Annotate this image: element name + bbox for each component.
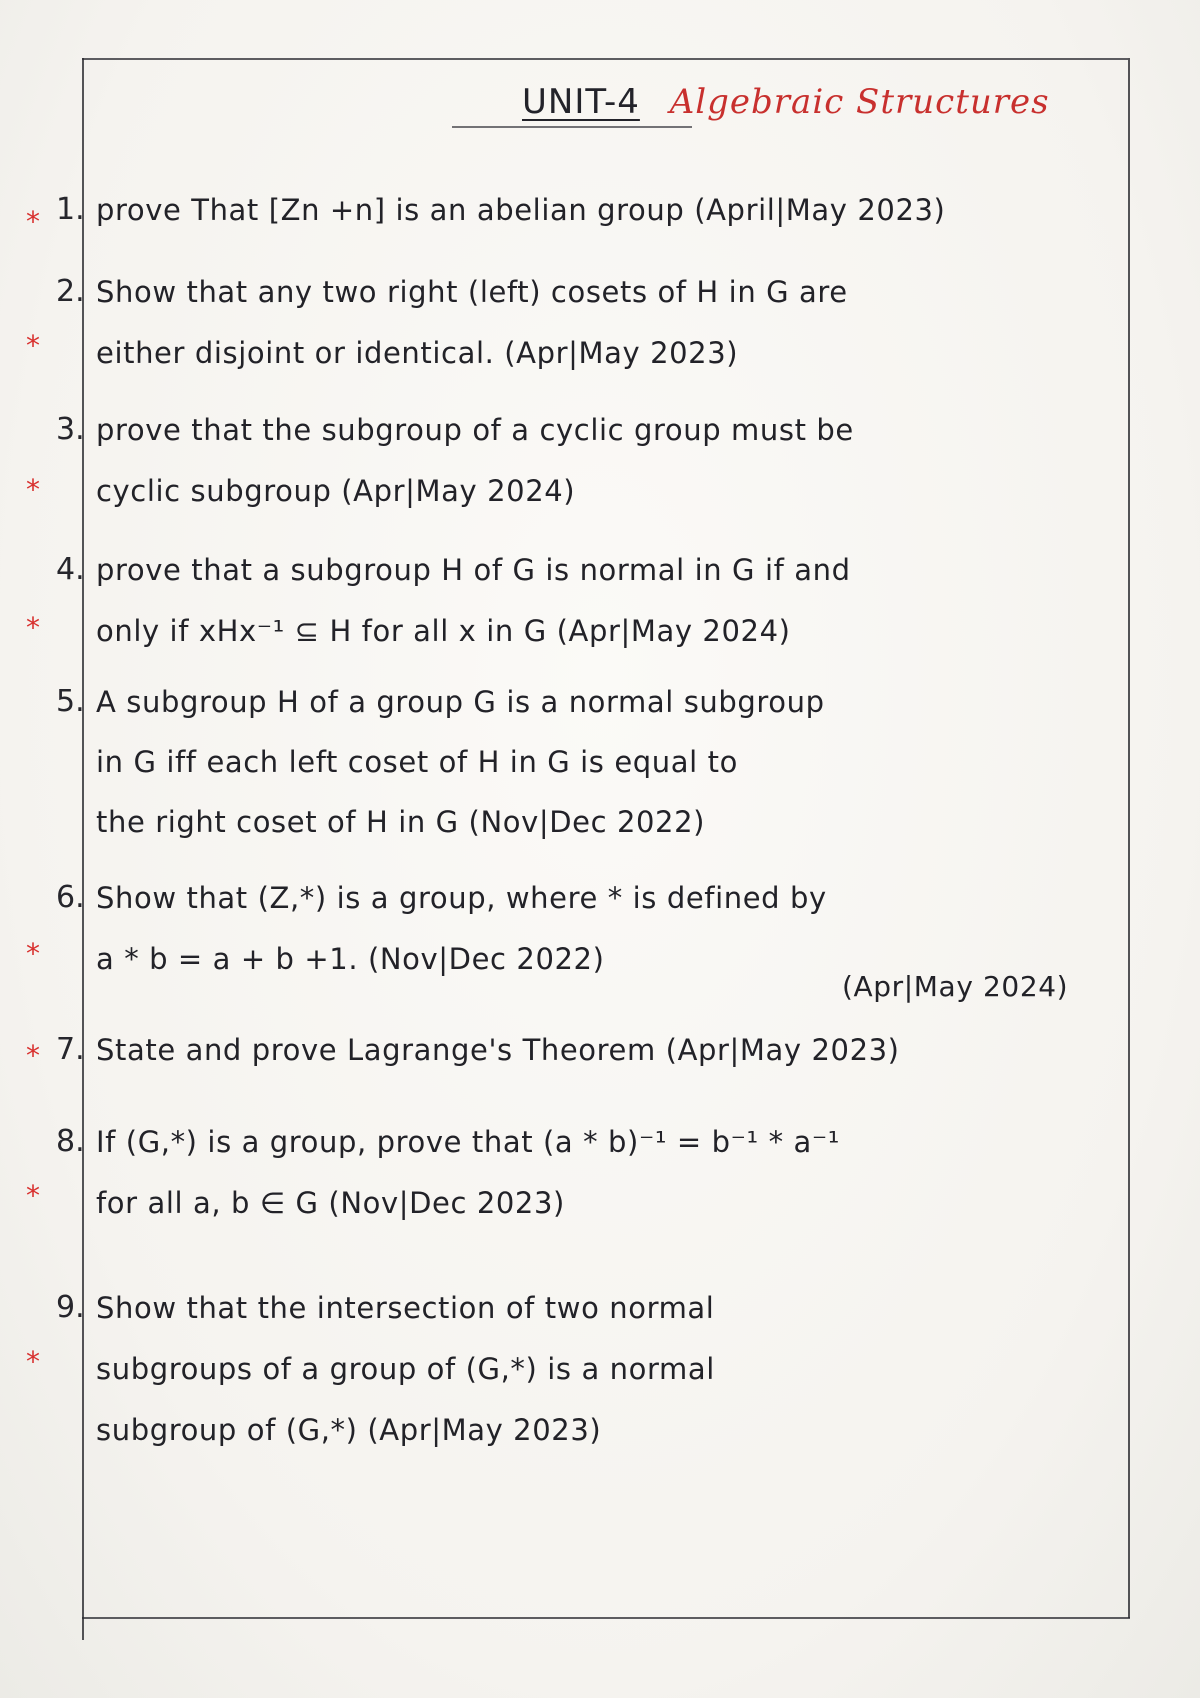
question-text: If (G,*) is a group, prove that (a * b)⁻¹ = b⁻¹ * a⁻¹ for all a, b ∈ G (Nov|Dec 2023) bbox=[96, 1125, 841, 1220]
importance-star: * bbox=[26, 473, 40, 506]
question-number: 4. bbox=[56, 552, 85, 587]
question-text: Show that any two right (left) cosets of H in G are either disjoint or identical. (Apr|May 2023) bbox=[96, 275, 848, 370]
importance-star: * bbox=[26, 611, 40, 644]
question-text: A subgroup H of a group G is a normal subgroup in G iff each left coset of H in G is equal to the right coset of H in G (Nov|Dec 2022) bbox=[96, 685, 825, 839]
page-border-right bbox=[1128, 58, 1130, 1618]
question-number: 7. bbox=[56, 1032, 85, 1067]
importance-star: * bbox=[26, 1039, 40, 1072]
question-text: prove that the subgroup of a cyclic group must be cyclic subgroup (Apr|May 2024) bbox=[96, 413, 854, 508]
page-border-bottom bbox=[82, 1617, 1130, 1619]
question-number: 8. bbox=[56, 1124, 85, 1159]
importance-star: * bbox=[26, 205, 40, 238]
importance-star: * bbox=[26, 937, 40, 970]
question-number: 5. bbox=[56, 684, 85, 719]
question-text: prove That [Zn +n] is an abelian group (April|May 2023) bbox=[96, 193, 946, 227]
importance-star: * bbox=[26, 1345, 40, 1378]
question-text: prove that a subgroup H of G is normal in G if and only if xHx⁻¹ ⊆ H for all x in G (Apr|May 2024) bbox=[96, 553, 851, 648]
unit-label: UNIT-4 bbox=[522, 82, 640, 122]
question-number: 3. bbox=[56, 412, 85, 447]
question-7-extra-date: (Apr|May 2024) bbox=[842, 970, 1069, 1003]
unit-topic: Algebraic Structures bbox=[669, 82, 1050, 122]
title-underline bbox=[452, 126, 692, 128]
importance-star: * bbox=[26, 329, 40, 362]
importance-star: * bbox=[26, 1179, 40, 1212]
question-number: 9. bbox=[56, 1290, 85, 1325]
page-border-top bbox=[82, 58, 1128, 60]
page-title bbox=[522, 82, 1050, 122]
question-number: 2. bbox=[56, 274, 85, 309]
question-text: State and prove Lagrange's Theorem (Apr|May 2023) bbox=[96, 1033, 900, 1067]
question-text: Show that the intersection of two normal subgroups of a group of (G,*) is a normal subgroup of (G,*) (Apr|May 2023) bbox=[96, 1291, 715, 1447]
question-number: 1. bbox=[56, 192, 85, 227]
question-text: Show that (Z,*) is a group, where * is defined by a * b = a + b +1. (Nov|Dec 2022) bbox=[96, 881, 827, 976]
question-number: 6. bbox=[56, 880, 85, 915]
